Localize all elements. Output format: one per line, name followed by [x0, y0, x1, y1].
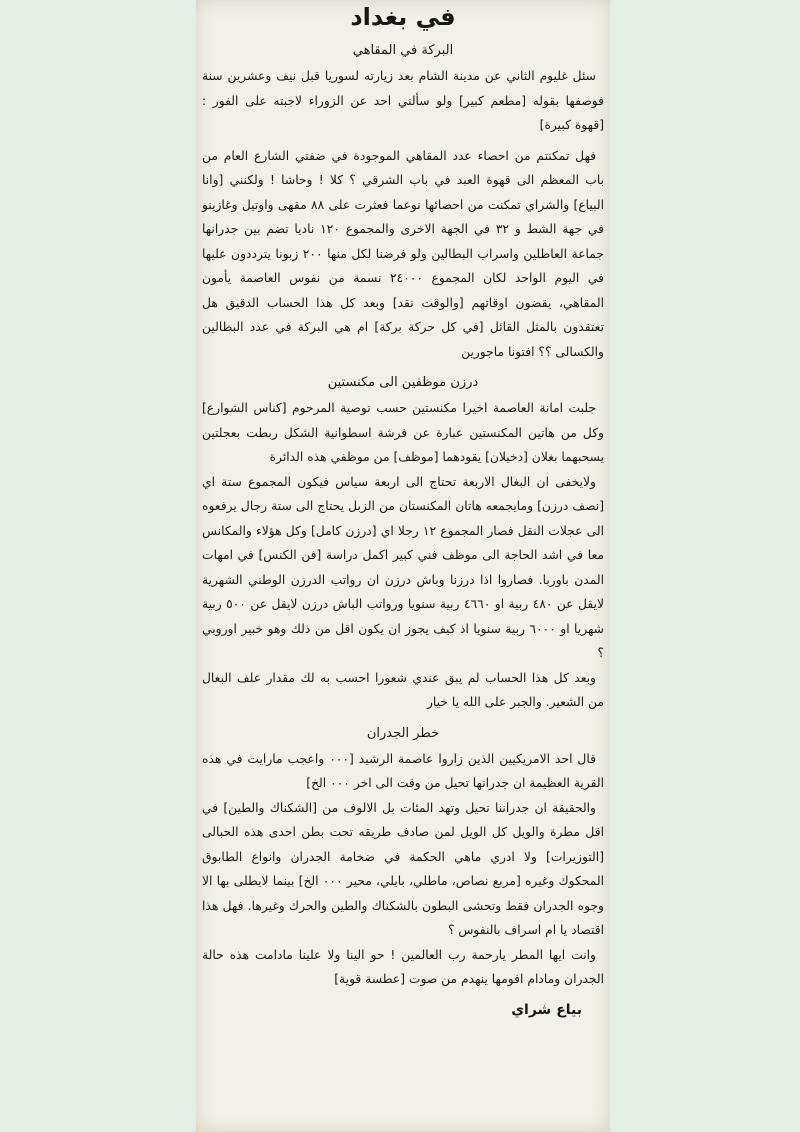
paragraph: ولايخفى ان البغال الاربعة تحتاج الى اربعة سياس فيكون المجموع ستة اي [نصف درزن] ومايجمعه هاتان المكنستان من الزبل يحتاج الى ستة رجال يرفعوه الى عجلات النقل فصار المجموع ١٢ رجلا اي [درزن كامل] وكل هؤلاء والمكانس معا في اشد الحاجة الى موظف فني كبير اكمل دراسة [فن الكنس] في امهات المدن باوربا. فصاروا اذا درزنا وباش درزن ان رواتب الدرزن الوطني الشهرية لايقل عن ٤٨٠ ربية او ٤٦٦٠ ربية سنويا ورواتب الباش درزن لايقل عن ٥٠٠ ربية شهريا او ٦٠٠٠ ربية سنويا اذ كيف يجوز ان يكون اقل من ذلك وهو خبير اوروبي ؟	[202, 474, 604, 660]
paragraph: فهل تمكنتم من احصاء عدد المقاهي الموجودة في ضفتي الشارع العام من باب المعظم الى قهوة العبد في باب الشرقي ؟ كلا ! وحاشا ! ولكنني [وانا البياع] والشراي تمكنت من احصائها نوعما فعثرت على ٨٨ مقهى واوتيل وغازينو في جهة الشط و ٣٢ في الجهة الاخرى والمجموع ١٢٠ ناديا تضم بين جدرانها جماعة العاطلين واسراب البطالين ولو فرضنا لكل منها ٢٠٠ زبونا يترددون عليها في اليوم الواحد لكان المجموع ٢٤٠٠٠ نسمة من نفوس العاصمة يأمون المقاهي، يقضون اوقاتهم [والوقت نقد] وبعد كل هذا الحساب الدقيق هل تعتقدون بالمثل القائل [في كل حركة بركة] ام هي البركة في عدد البطالين والكسالى ؟؟ افتونا ماجورين	[202, 148, 605, 359]
newspaper-clipping	[196, 0, 610, 1132]
paragraph: والحقيقة ان جدراننا تحيل وتهد المئات بل الالوف من [الشكناك والطين] في اقل مطرة والويل كل الويل لمن صادف طريقه تحت بطن احدى هذه الحبالى [التوزيرات] ولا ادري ماهي الحكمة في ضخامة الجدران وانواع الطابوق المحكوك وغيره [مربع نصاص، ماطلي، بابلي، محير ٠٠٠ الخ] بينما لايطلى بها الا وجوه الجدران فقط وتحشى البطون بالشكناك والطين والحرك وغيرها. فهل هذا اقتصاد يا ام اسراف بالنفوس ؟	[202, 800, 604, 937]
author-signature: بياع شراي	[511, 1001, 582, 1018]
paragraph: وانت ايها المطر يارحمة رب العالمين ! حو الينا ولا علينا مادامت هذه حالة الجدران ومادام افومها ينهدم من صوت [عطسة قوية]	[202, 947, 604, 986]
section-heading-brooms: درزن موظفين الى مكنستين	[327, 375, 479, 390]
article-title: في بغداد	[350, 3, 456, 31]
paragraph: جلبت امانة العاصمة اخيرا مكنستين حسب توصية المرحوم [كناس الشوارع] وكل من هاتين المكنستين عبارة عن فرشة اسطوانية الشكل ربطت بعجلتين يسحبهما بغلان [دخيلان] يقودهما [موظف] من موظفي هذه الدائرة	[202, 401, 604, 464]
paragraph: وبعد كل هذا الحساب لم يبق عندي شعورا احسب به لك مقدار علف البغال من الشعير. والجبر على الله يا خيار	[202, 670, 604, 709]
paragraph: سئل غليوم الثاني عن مدينة الشام بعد زيارته لسوريا قبل نيف وعشرين سنة فوصفها بقوله [مطعم كبير] ولو سألني احد عن الزوراء لاجبته على الفور : [قهوة كبيرة]	[202, 69, 604, 132]
paragraph: قال احد الامريكيين الذين زاروا عاصمة الرشيد [٠٠٠ واعجب مارايت في هذه القرية العظيمة ان جدرانها تحيل من وقت الى اخر ٠٠٠ الخ]	[202, 751, 604, 790]
article-column	[202, 0, 604, 1132]
section-heading-cafes: البركة في المقاهي	[352, 43, 454, 58]
section-heading-walls: خطر الجدران	[366, 725, 440, 741]
